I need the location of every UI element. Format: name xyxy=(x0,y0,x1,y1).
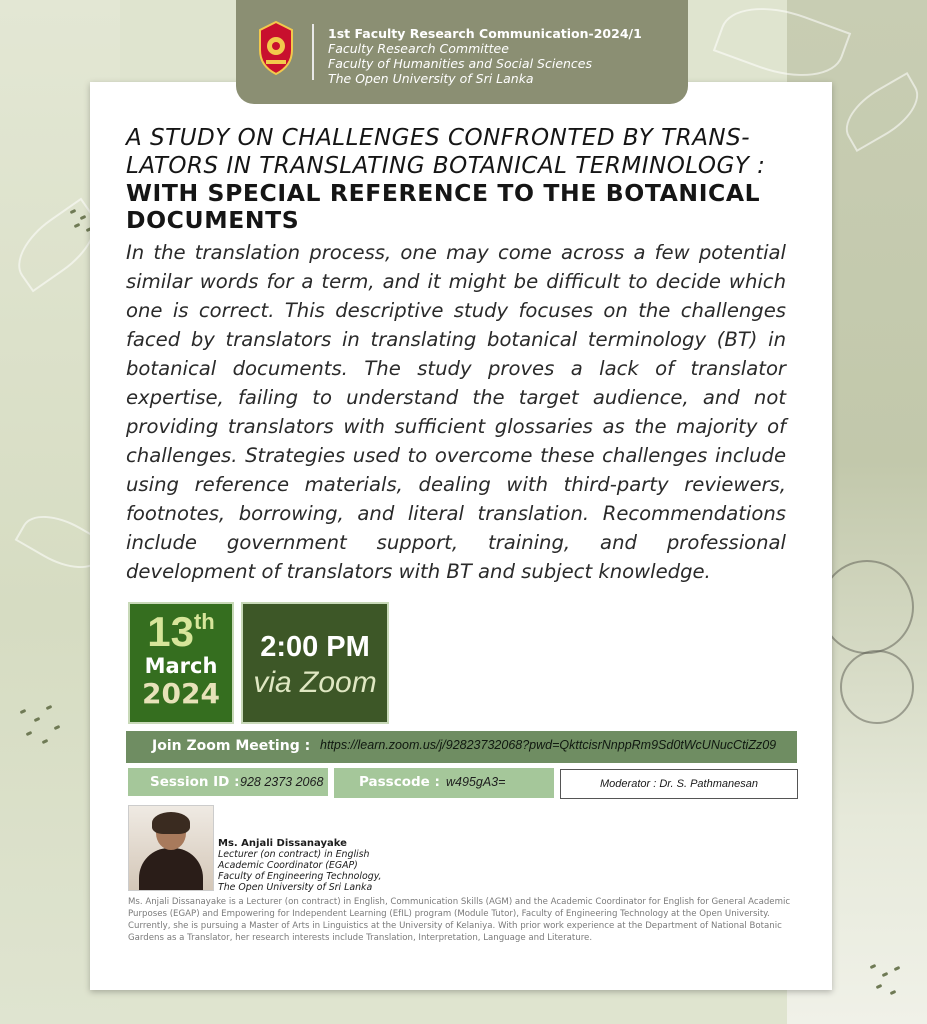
title-italic-line-2: LATORS IN TRANSLATING BOTANICAL TERMINOLOGY : xyxy=(126,153,766,179)
event-time: 2:00 PM xyxy=(260,631,370,663)
event-day-number: 13 xyxy=(147,608,194,655)
university-name: The Open University of Sri Lanka xyxy=(328,71,534,86)
event-date-box xyxy=(128,602,234,724)
speaker-photo-body xyxy=(139,848,203,891)
moderator-box: Moderator : Dr. S. Pathmanesan xyxy=(560,769,798,799)
event-year: 2024 xyxy=(142,677,220,710)
speaker-photo-hair xyxy=(152,812,190,834)
speaker-role-3: Faculty of Engineering Technology, xyxy=(218,871,382,882)
title-italic-line-1: A STUDY ON CHALLENGES CONFRONTED BY TRANS- xyxy=(126,125,751,151)
speaker-role-4: The Open University of Sri Lanka xyxy=(218,882,373,893)
event-time-box xyxy=(241,602,389,724)
event-series-title: 1st Faculty Research Communication-2024/1 xyxy=(328,26,642,41)
speaker-details xyxy=(218,838,382,893)
passcode-bar xyxy=(334,768,554,798)
header-banner xyxy=(236,0,688,104)
committee-name: Faculty Research Committee xyxy=(328,41,509,56)
university-crest-icon xyxy=(256,20,296,76)
event-day xyxy=(130,610,232,654)
zoom-meeting-link[interactable]: https://learn.zoom.us/j/92823732068?pwd=QkttcisrNnppRm9Sd0tWcUNucCtiZz09 xyxy=(320,738,777,752)
session-id-bar xyxy=(128,768,328,796)
passcode-value: w495gA3= xyxy=(446,775,506,789)
zoom-meeting-bar xyxy=(126,731,797,763)
paper-title xyxy=(126,124,792,234)
speaker-photo xyxy=(128,805,214,891)
event-platform: via Zoom xyxy=(253,666,377,699)
join-zoom-label: Join Zoom Meeting : xyxy=(152,738,311,754)
event-day-suffix: th xyxy=(193,609,215,634)
speaker-role-2: Academic Coordinator (EGAP) xyxy=(218,860,358,871)
header-text xyxy=(328,26,642,86)
event-month: March xyxy=(144,654,218,678)
session-id-value: 928 2373 2068 xyxy=(240,775,324,789)
abstract-text: In the translation process, one may come across a few potential similar words for a term, and it might be difficult to decide which one is correct. This descriptive study focuses on the challenges faced by translators in translating botanical terminology (BT) in botanical documents. The study proves a lack of translator expertise, failing to understand the target audience, and not providing translators with sufficient glossaries as the majority of challenges. Strategies used to overcome these challenges include using reference materials, dealing with third-party reviewers, footnotes, borrowing, and literal translation. Recommendations include government support, training, and professional development of translators with BT and subject knowledge. xyxy=(126,241,786,583)
header-divider xyxy=(312,24,314,80)
title-bold-line-1: WITH SPECIAL REFERENCE TO THE BOTANICAL xyxy=(126,179,761,207)
title-bold-line-2: DOCUMENTS xyxy=(126,206,300,234)
speaker-bio: Ms. Anjali Dissanayake is a Lecturer (on contract) in English, Communication Skills (AGM) and the Academic Coordinator for English for General Academic Purposes (EGAP) and Empowering for Independent Learning (EfIL) program (Module Tutor), Faculty of Engineering Technology at the Open University. Currently, she is pursuing a Master of Arts in Linguistics at the University of Kelaniya. With prior work experience at the Department of National Botanic Gardens as a Translator, her research interests include Translation, Interpretation, Language and Literature. xyxy=(128,897,791,943)
passcode-label: Passcode : xyxy=(359,774,440,790)
session-id-label: Session ID : xyxy=(150,774,240,790)
faculty-name: Faculty of Humanities and Social Sciences xyxy=(328,56,593,71)
flower-sketch-decoration xyxy=(840,650,914,724)
speaker-role-1: Lecturer (on contract) in English xyxy=(218,849,370,860)
flower-sketch-decoration xyxy=(820,560,914,654)
speaker-name: Ms. Anjali Dissanayake xyxy=(218,838,347,849)
